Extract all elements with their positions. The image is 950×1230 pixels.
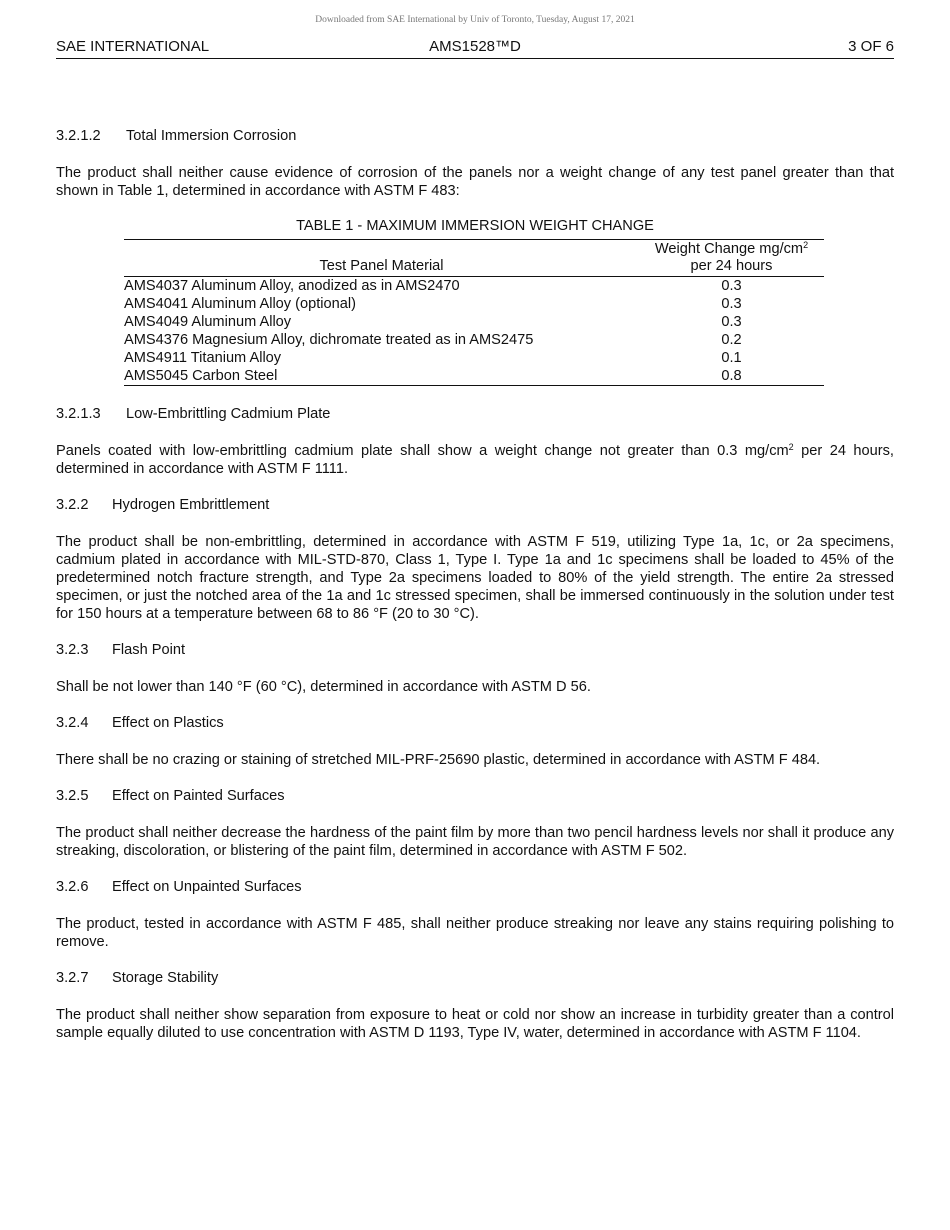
section-number: 3.2.3 <box>56 642 89 658</box>
table-row <box>124 367 824 386</box>
value-cell: 0.3 <box>721 278 742 294</box>
section-title: Flash Point <box>112 642 186 658</box>
section-number: 3.2.2 <box>56 497 89 513</box>
section-text-322: The product shall be non-embrittling, determined in accordance with ASTM F 519, utilizing Type 1a, 1c, or 2a specimens, cadmium plated in accordance with MIL-STD-870, Class 1, Type I. Type 1a and 1c specimens shall be loaded to 45% of the predetermined notch fracture strength, and Type 2a specimens loaded to 80% of the yield strength. The entire 2a stressed specimen, or just the notched area of the 1a and 1c stressed specimen, shall be immersed continuously in the solution under test for 150 hours at a temperature between 68 to 86 °F (20 to 30 °C). <box>56 534 894 622</box>
page-header <box>56 38 894 59</box>
value-cell: 0.2 <box>721 332 742 348</box>
section-heading-322 <box>56 496 894 516</box>
section-title: Effect on Plastics <box>112 715 224 731</box>
section-text-324: There shall be no crazing or staining of stretched MIL-PRF-25690 plastic, determined in accordance with ASTM F 484. <box>56 752 821 768</box>
table-row <box>124 349 824 367</box>
table-row <box>124 277 824 296</box>
section-text-3213: Panels coated with low-embrittling cadmium plate shall show a weight change not greater than 0.3 $mg/cm^2$ per 24 hours, determined in accordance with ASTM F 1111. <box>56 442 894 477</box>
section-heading-325 <box>56 787 894 807</box>
section-number: 3.2.7 <box>56 970 89 986</box>
material-cell: AMS4911 Titanium Alloy <box>124 350 282 366</box>
section-heading-323 <box>56 641 894 661</box>
section-title: Low-Embrittling Cadmium Plate <box>126 406 331 422</box>
table-row <box>124 331 824 349</box>
table-row <box>124 313 824 331</box>
header-document-id: AMS1528™D <box>429 38 521 55</box>
section-heading-3213 <box>56 405 894 425</box>
section-title: Effect on Unpainted Surfaces <box>112 879 302 895</box>
section-title: Storage Stability <box>112 970 219 986</box>
section-number: 3.2.6 <box>56 879 89 895</box>
column-header-weight-change: Weight Change $mg/cm^2$ per 24 hours <box>639 240 824 277</box>
section-number: 3.2.4 <box>56 715 89 731</box>
section-heading-327 <box>56 969 894 989</box>
value-cell: 0.3 <box>721 314 742 330</box>
section-text-3212: The product shall neither cause evidence of corrosion of the panels nor a weight change of any test panel greater than that shown in Table 1, determined in accordance with ASTM F 483: <box>56 165 894 199</box>
section-heading-324 <box>56 714 894 734</box>
section-number: 3.2.5 <box>56 788 89 804</box>
material-cell: AMS4037 Aluminum Alloy, anodized as in AMS2470 <box>124 278 460 294</box>
section-number: 3.2.1.3 <box>56 406 101 422</box>
value-cell: 0.3 <box>721 296 742 312</box>
header-organization: SAE INTERNATIONAL <box>56 38 210 55</box>
download-watermark: Downloaded from SAE International by Univ of Toronto, Tuesday, August 17, 2021 <box>315 15 635 25</box>
section-number: 3.2.1.2 <box>56 128 101 144</box>
section-text-327: The product shall neither show separation from exposure to heat or cold nor show an increase in turbidity greater than a control sample equally diluted to use concentration with ASTM D 1193, Type IV, water, determined in accordance with ASTM F 1104. <box>56 1007 894 1041</box>
material-cell: AMS4376 Magnesium Alloy, dichromate treated as in AMS2475 <box>124 332 534 348</box>
section-heading-326 <box>56 878 894 898</box>
section-text-323: Shall be not lower than 140 °F (60 °C), determined in accordance with ASTM D 56. <box>56 679 591 695</box>
table-row <box>124 295 824 313</box>
section-text-325: The product shall neither decrease the hardness of the paint film by more than two pencil hardness levels nor shall it produce any streaking, discoloration, or blistering of the paint film, determined in accordance with ASTM F 502. <box>56 825 894 859</box>
value-cell: 0.8 <box>639 367 824 386</box>
material-cell: AMS5045 Carbon Steel <box>124 367 639 386</box>
material-cell: AMS4041 Aluminum Alloy (optional) <box>124 296 356 312</box>
header-page-number: 3 OF 6 <box>848 38 894 55</box>
section-title: Hydrogen Embrittlement <box>112 497 270 513</box>
section-heading-3212 <box>56 127 894 147</box>
value-cell: 0.1 <box>721 350 742 366</box>
column-header-material: Test Panel Material <box>124 240 639 277</box>
material-cell: AMS4049 Aluminum Alloy <box>124 314 292 330</box>
section-title: Effect on Painted Surfaces <box>112 788 285 804</box>
section-text-326: The product, tested in accordance with ASTM F 485, shall neither produce streaking nor leave any stains requiring polishing to remove. <box>56 916 894 950</box>
section-title: Total Immersion Corrosion <box>126 128 297 144</box>
table-title: TABLE 1 - MAXIMUM IMMERSION WEIGHT CHANGE <box>296 218 654 234</box>
weight-change-table <box>124 239 824 386</box>
document-body <box>56 127 894 1042</box>
